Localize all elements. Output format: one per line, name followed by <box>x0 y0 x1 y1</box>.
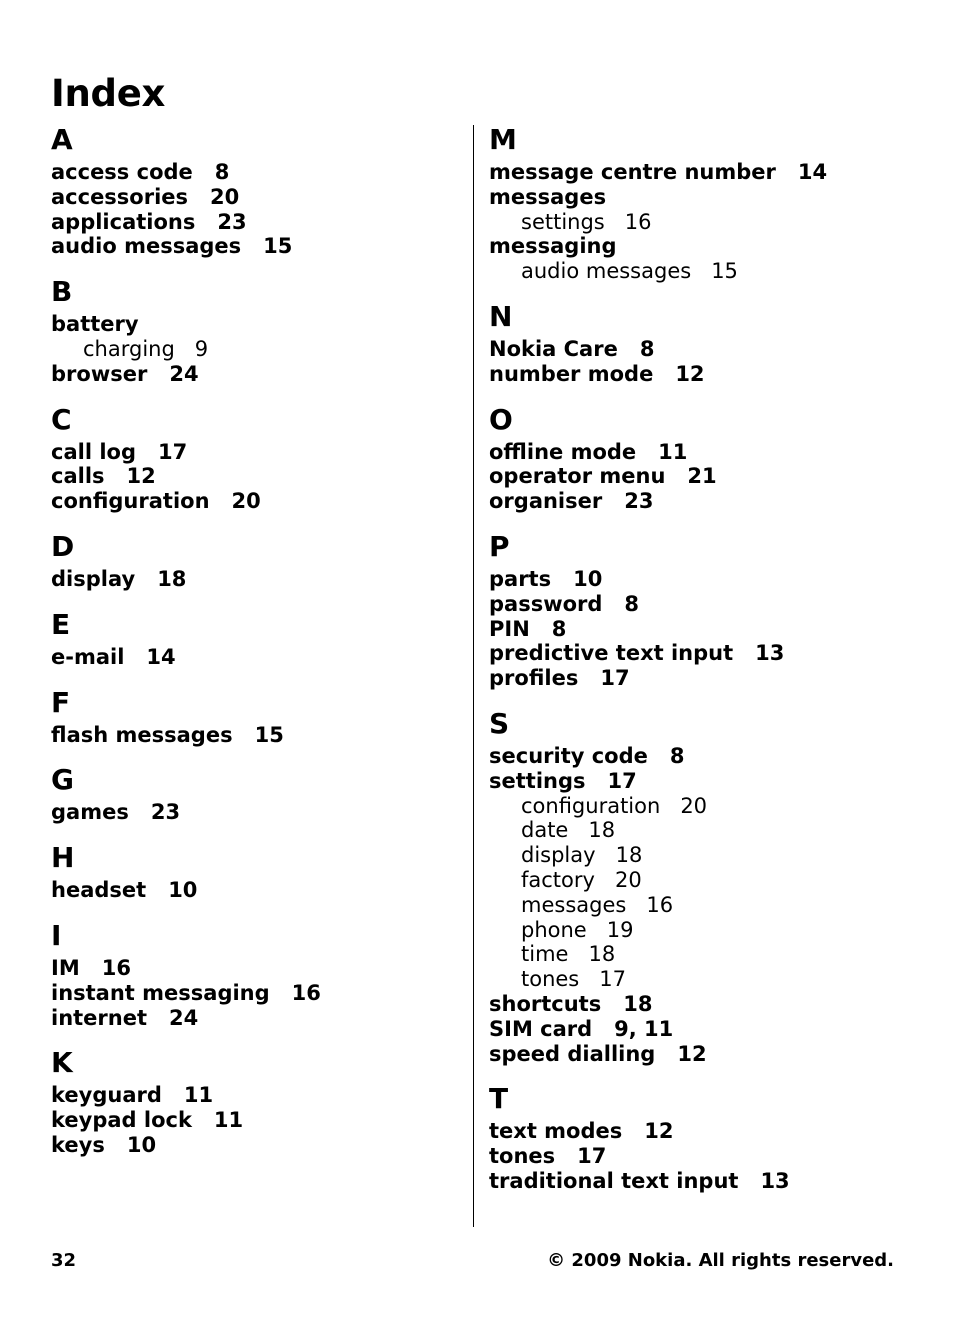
index-subentry <box>489 942 929 967</box>
entry-pages: 12 <box>677 1041 707 1066</box>
entry-pages: 16 <box>291 980 321 1005</box>
entry-pages: 10 <box>126 1132 157 1157</box>
entry-pages: 12 <box>675 361 705 386</box>
subentry-pages: 18 <box>588 818 616 843</box>
entry-pages: 20 <box>231 489 261 514</box>
index-entry <box>51 1108 461 1133</box>
section-letter: K <box>51 1046 73 1080</box>
index-section <box>51 402 461 514</box>
index-entry <box>489 744 929 769</box>
index-section <box>489 706 929 1066</box>
index-entry <box>51 1133 461 1158</box>
subentry-term: configuration <box>521 793 661 818</box>
section-letter: T <box>489 1082 509 1116</box>
entry-term: settings <box>489 768 586 793</box>
entry-term: security code <box>489 743 648 768</box>
index-section <box>51 274 461 386</box>
entry-pages: 24 <box>169 361 199 386</box>
entry-term: internet <box>51 1005 148 1030</box>
entry-pages: 23 <box>624 489 654 514</box>
entry-term: battery <box>51 312 139 337</box>
index-subentry <box>489 259 929 284</box>
entry-term: audio messages <box>51 234 242 259</box>
index-entry <box>489 440 929 465</box>
section-letter: H <box>51 841 75 875</box>
subentry-pages: 16 <box>646 892 674 917</box>
footer-copyright: © 2009 Nokia. All rights reserved. <box>547 1250 894 1271</box>
entry-term: SIM card <box>489 1016 593 1041</box>
subentry-term: factory <box>521 867 595 892</box>
entry-pages: 12 <box>126 464 156 489</box>
index-entry <box>489 1169 929 1194</box>
entry-term: calls <box>51 464 105 489</box>
entry-pages: 9, 11 <box>614 1016 674 1041</box>
entry-term: IM <box>51 955 80 980</box>
section-letter: F <box>51 685 71 719</box>
index-subentry <box>489 210 929 235</box>
index-entry <box>489 769 929 794</box>
index-entry <box>51 210 461 235</box>
entry-pages: 18 <box>157 566 187 591</box>
index-entry <box>489 992 929 1017</box>
subentry-pages: 16 <box>624 209 652 234</box>
index-entry <box>489 1119 929 1144</box>
subentry-pages: 20 <box>614 867 642 892</box>
subentry-pages: 19 <box>606 917 634 942</box>
section-letter: O <box>489 402 513 436</box>
entry-pages: 12 <box>644 1119 674 1144</box>
entry-term: configuration <box>51 489 210 514</box>
index-entry <box>51 723 461 748</box>
section-letter: S <box>489 706 510 740</box>
footer-page-number: 32 <box>51 1250 77 1271</box>
index-subentry <box>51 337 461 362</box>
index-subentry <box>489 967 929 992</box>
entry-pages: 17 <box>600 666 630 691</box>
index-entry <box>51 489 461 514</box>
index-section <box>51 840 461 903</box>
entry-pages: 17 <box>577 1144 607 1169</box>
entry-term: display <box>51 566 136 591</box>
entry-term: instant messaging <box>51 980 270 1005</box>
index-entry <box>489 666 929 691</box>
entry-term: call log <box>51 439 136 464</box>
entry-term: headset <box>51 878 147 903</box>
subentry-term: messages <box>521 892 627 917</box>
entry-term: keypad lock <box>51 1108 192 1133</box>
index-entry <box>489 160 929 185</box>
index-section <box>51 122 461 259</box>
section-letter: P <box>489 529 510 563</box>
section-letter: B <box>51 275 73 309</box>
entry-pages: 23 <box>150 800 181 825</box>
index-section <box>489 122 929 284</box>
entry-pages: 17 <box>157 439 188 464</box>
entry-term: PIN <box>489 616 530 641</box>
section-letter: N <box>489 299 513 333</box>
entry-term: parts <box>489 566 552 591</box>
index-entry <box>489 464 929 489</box>
subentry-term: display <box>521 843 596 868</box>
entry-term: games <box>51 800 129 825</box>
index-entry <box>489 337 929 362</box>
section-letter: C <box>51 402 72 436</box>
index-subentry <box>489 918 929 943</box>
entry-term: flash messages <box>51 722 233 747</box>
entry-pages: 8 <box>639 336 655 361</box>
subentry-term: settings <box>521 209 605 234</box>
index-section <box>51 762 461 825</box>
section-letter: M <box>489 123 517 156</box>
index-subentry <box>489 868 929 893</box>
index-section <box>51 607 461 670</box>
index-section <box>489 299 929 387</box>
index-entry <box>489 567 929 592</box>
entry-pages: 17 <box>607 768 637 793</box>
entry-term: predictive text input <box>489 641 734 666</box>
index-section <box>51 918 461 1030</box>
index-section <box>489 402 929 514</box>
index-entry <box>51 567 461 592</box>
entry-pages: 10 <box>168 878 198 903</box>
subentry-pages: 18 <box>588 942 616 967</box>
entry-term: e-mail <box>51 644 125 669</box>
index-entry <box>489 185 929 210</box>
index-entry <box>51 800 461 825</box>
index-entry <box>489 641 929 666</box>
index-entry <box>489 617 929 642</box>
index-entry <box>51 956 461 981</box>
index-entry <box>51 878 461 903</box>
entry-term: organiser <box>489 489 603 514</box>
entry-term: text modes <box>489 1119 623 1144</box>
entry-term: tones <box>489 1144 556 1169</box>
index-entry <box>51 185 461 210</box>
section-letter: G <box>51 763 74 797</box>
entry-pages: 13 <box>760 1168 790 1193</box>
entry-term: shortcuts <box>489 991 602 1016</box>
index-column-right <box>489 122 929 1194</box>
subentry-term: time <box>521 942 569 967</box>
entry-term: messages <box>489 184 607 209</box>
index-entry <box>51 981 461 1006</box>
entry-pages: 8 <box>624 591 640 616</box>
entry-term: Nokia Care <box>489 336 618 361</box>
entry-term: traditional text input <box>489 1168 739 1193</box>
entry-pages: 20 <box>210 184 240 209</box>
entry-term: operator menu <box>489 464 666 489</box>
index-entry <box>51 1006 461 1031</box>
index-section <box>51 1045 461 1157</box>
index-entry <box>489 489 929 514</box>
index-section <box>51 529 461 592</box>
subentry-term: charging <box>83 336 175 361</box>
subentry-pages: 9 <box>194 336 209 361</box>
section-letter: I <box>51 918 62 952</box>
index-entry <box>51 645 461 670</box>
section-letter: D <box>51 529 75 563</box>
index-column-left <box>51 122 461 1158</box>
entry-pages: 11 <box>183 1083 214 1108</box>
entry-pages: 15 <box>254 722 284 747</box>
index-section <box>51 685 461 748</box>
entry-term: keyguard <box>51 1083 162 1108</box>
index-entry <box>51 312 461 337</box>
entry-pages: 8 <box>214 160 230 184</box>
index-entry <box>51 160 461 185</box>
entry-term: keys <box>51 1132 105 1157</box>
subentry-pages: 17 <box>599 967 626 992</box>
subentry-term: audio messages <box>521 259 692 284</box>
index-entry <box>51 362 461 387</box>
entry-term: access code <box>51 160 193 184</box>
entry-pages: 21 <box>687 464 717 489</box>
index-subentry <box>489 794 929 819</box>
entry-pages: 11 <box>658 439 688 464</box>
subentry-pages: 15 <box>711 259 738 284</box>
entry-term: password <box>489 591 603 616</box>
entry-term: message centre number <box>489 160 776 184</box>
index-entry <box>489 362 929 387</box>
entry-term: speed dialling <box>489 1041 656 1066</box>
entry-pages: 14 <box>146 644 176 669</box>
entry-pages: 10 <box>573 566 603 591</box>
entry-term: applications <box>51 209 196 234</box>
index-subentry <box>489 818 929 843</box>
entry-pages: 11 <box>213 1108 244 1133</box>
index-section <box>489 529 929 691</box>
index-subentry <box>489 843 929 868</box>
index-entry <box>489 234 929 259</box>
entry-pages: 8 <box>669 743 685 768</box>
index-entry <box>51 464 461 489</box>
entry-pages: 8 <box>551 616 567 641</box>
index-entry <box>489 592 929 617</box>
entry-pages: 18 <box>623 991 653 1016</box>
index-entry <box>51 234 461 259</box>
page-title: Index <box>51 72 166 115</box>
entry-term: browser <box>51 361 148 386</box>
entry-term: offline mode <box>489 439 637 464</box>
index-subentry <box>489 893 929 918</box>
entry-term: profiles <box>489 666 579 691</box>
column-divider <box>473 125 474 1227</box>
index-entry <box>51 440 461 465</box>
entry-pages: 14 <box>797 160 828 184</box>
entry-term: number mode <box>489 361 654 386</box>
entry-pages: 13 <box>755 641 785 666</box>
section-letter: A <box>51 123 73 156</box>
index-section <box>489 1081 929 1193</box>
entry-term: accessories <box>51 184 189 209</box>
index-entry <box>51 1083 461 1108</box>
subentry-pages: 20 <box>680 793 708 818</box>
entry-term: messaging <box>489 234 617 259</box>
section-letter: E <box>51 607 71 641</box>
subentry-term: phone <box>521 917 587 942</box>
index-entry <box>489 1017 929 1042</box>
subentry-term: date <box>521 818 569 843</box>
entry-pages: 24 <box>169 1005 199 1030</box>
entry-pages: 15 <box>263 234 293 259</box>
index-entry <box>489 1144 929 1169</box>
subentry-term: tones <box>521 967 580 992</box>
subentry-pages: 18 <box>615 843 643 868</box>
entry-pages: 16 <box>101 955 131 980</box>
index-entry <box>489 1042 929 1067</box>
entry-pages: 23 <box>217 209 247 234</box>
